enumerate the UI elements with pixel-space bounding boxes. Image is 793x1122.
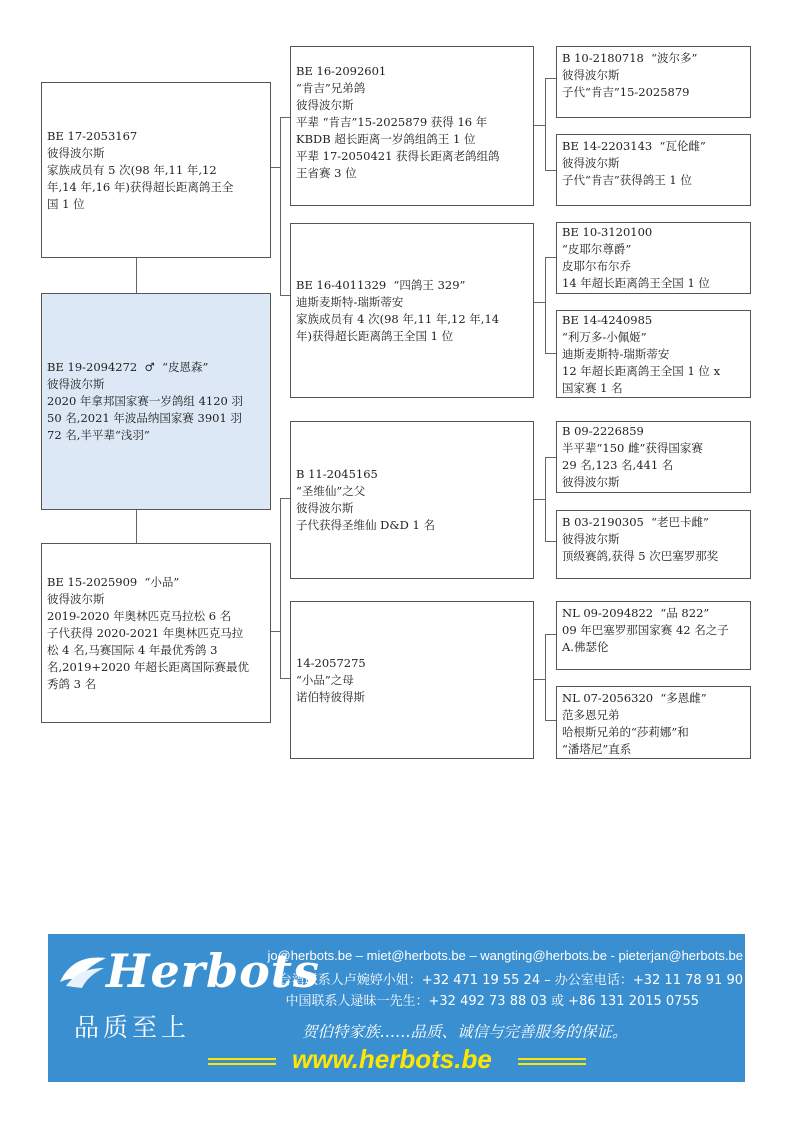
pedigree-box-sdd [556,310,751,398]
pedigree-box-sds [556,222,751,294]
herbots-logo: Herbots [106,944,320,998]
connector-line [533,302,545,303]
pedigree-line: 14 年超长距离鸽王全国 1 位 [562,276,710,290]
pedigree-line: “肯吉”兄弟鸽 [296,81,366,95]
pedigree-box-ssd [556,134,751,206]
divider [518,1058,586,1060]
pedigree-line: 50 名,2021 年波品纳国家赛 3901 羽 [47,411,242,425]
pedigree-line: 彼得波尔斯 [296,98,354,112]
pedigree-box-dam-dam [290,601,534,759]
pedigree-line: 子代获得 2020-2021 年奥林匹克马拉 [47,625,244,640]
connector-line [545,353,556,354]
pedigree-line: 彼得波尔斯 [47,145,105,160]
pedigree-line: BE 14-2203143 “瓦伦雌” [562,139,706,153]
pedigree-box-sire-dam [290,223,534,398]
pedigree-line: “潘塔尼”直系 [562,742,632,756]
pedigree-line: 半平辈“150 雌”获得国家赛 [562,441,703,455]
pedigree-line: 迪斯麦斯特-瑞斯蒂安 [296,294,404,309]
connector-line [545,78,556,79]
connector-line [270,631,280,632]
pedigree-line: 年,14 年,16 年)获得超长距离鸽王全 [47,179,234,194]
pedigree-line: 子代“肯吉”15-2025879 [562,85,690,99]
taiwan-contact: 台湾联系人卢婉婷小姐：+32 471 19 55 24 – 办公室电话：+32 11 78 91 90 [278,973,743,988]
divider [208,1063,276,1065]
connector-line [545,257,546,353]
pedigree-line: 范多恩兄弟 [562,708,620,722]
connector-line [270,167,280,168]
connector-line [545,170,556,171]
connector-line [545,541,556,542]
pedigree-line: “利万多-小佩姬” [562,330,647,344]
pedigree-line: 09 年巴塞罗那国家赛 42 名之子 [562,623,729,637]
connector-line [545,634,546,720]
connector-line [545,457,546,541]
pedigree-box-dam-sire [290,421,534,579]
pedigree-line: 迪斯麦斯特-瑞斯蒂安 [562,347,670,361]
pedigree-line: BE 10-3120100 [562,225,653,239]
pedigree-line: 12 年超长距离鸽王全国 1 位 x [562,364,721,378]
pedigree-line: NL 07-2056320 “多恩雌” [562,691,707,705]
website-link[interactable]: www.herbots.be [292,1044,492,1074]
pedigree-line: B 10-2180718 “波尔多” [562,51,698,65]
pedigree-box-ddd [556,686,751,759]
pedigree-line: 国 1 位 [47,196,85,211]
connector-line [280,117,281,295]
pedigree-line: BE 16-4011329 “四鸽王 329” [296,277,466,292]
slogan: 品质至上 [74,1013,191,1042]
pedigree-line: 皮耶尔布尔乔 [562,259,631,273]
connector-line [136,509,137,544]
pedigree-line: 2020 年拿邦国家赛一岁鸽组 4120 羽 [47,394,243,408]
pedigree-line: 平辈 17-2050421 获得长距离老鸽组鸽 [296,149,500,163]
pedigree-line: “圣维仙”之父 [296,484,366,498]
pedigree-line: 家族成员有 5 次(98 年,11 年,12 [47,162,217,177]
pedigree-line: “小品”之母 [296,672,354,687]
connector-line [545,78,546,170]
pedigree-line: 彼得波尔斯 [296,501,354,515]
pedigree-box-sss [556,46,751,118]
pedigree-line: KBDB 超长距离一岁鸽组鸽王 1 位 [296,132,476,146]
pedigree-line: 秀鸽 3 名 [47,676,97,691]
pedigree-line: 72 名,半平辈“浅羽” [47,428,150,442]
pedigree-line: BE 17-2053167 [47,128,138,143]
footer-banner [48,934,745,1082]
pedigree-line: 彼得波尔斯 [562,475,620,489]
pedigree-box-subject [41,293,271,510]
pedigree-line: 子代“肯吉”获得鸽王 1 位 [562,173,692,187]
pedigree-line: A.佛瑟伦 [562,640,609,654]
pedigree-line: 彼得波尔斯 [562,68,620,82]
pedigree-box-dds [556,601,751,670]
pedigree-line: 诺伯特彼得斯 [296,689,365,704]
connector-line [533,499,545,500]
connector-line [533,679,545,680]
pedigree-line: 王省赛 3 位 [296,166,357,180]
divider [518,1063,586,1065]
connector-line [545,634,556,635]
pedigree-line: 年)获得超长距离鸽王全国 1 位 [296,328,454,343]
pedigree-line: 子代获得圣维仙 D&D 1 名 [296,518,435,532]
connector-line [545,457,556,458]
contact-emails[interactable]: jo@herbots.be – miet@herbots.be – wangting@herbots.be - pieterjan@herbots.be [267,948,743,963]
pedigree-line: 彼得波尔斯 [47,591,105,606]
pedigree-line: NL 09-2094822 “品 822” [562,606,710,620]
pedigree-box-dam [41,543,271,723]
pedigree-line: 彼得波尔斯 [562,156,620,170]
pedigree-line: 松 4 名,马赛国际 4 年最优秀鸽 3 [47,642,218,657]
pedigree-line: 彼得波尔斯 [562,532,620,546]
pedigree-line: “皮耶尔尊爵” [562,242,632,256]
pedigree-line: 哈根斯兄弟的“莎莉娜”和 [562,725,689,739]
pedigree-line: BE 16-2092601 [296,64,387,78]
pedigree-box-dsd [556,510,751,579]
pedigree-line: B 03-2190305 “老巴卡雌” [562,515,709,529]
pedigree-line: 29 名,123 名,441 名 [562,458,674,472]
connector-line [545,720,556,721]
pedigree-line: 14-2057275 [296,655,366,670]
pedigree-line: 家族成员有 4 次(98 年,11 年,12 年,14 [296,311,500,326]
pedigree-line: BE 14-4240985 [562,313,653,327]
connector-line [533,125,545,126]
pedigree-line: B 11-2045165 [296,467,378,481]
connector-line [136,257,137,293]
pedigree-line: BE 15-2025909 “小品” [47,574,180,589]
pedigree-line: BE 19-2094272 ♂ “皮恩森” [47,360,209,374]
divider [208,1058,276,1060]
china-contact: 中国联系人逯昧一先生：+32 492 73 88 03 或 +86 131 2015 0755 [285,994,699,1009]
pigeon-wing-icon [58,952,108,992]
pedigree-box-dss [556,421,751,493]
connector-line [545,257,556,258]
guarantee-text: 贺伯特家族……品质、诚信与完善服务的保证。 [302,1023,628,1041]
pedigree-box-sire [41,82,271,258]
pedigree-box-sire-sire [290,46,534,206]
pedigree-line: 国家赛 1 名 [562,381,623,395]
pedigree-line: 平辈 “肯吉”15-2025879 获得 16 年 [296,115,488,129]
pedigree-line: 顶级赛鸽,获得 5 次巴塞罗那奖 [562,549,719,563]
pedigree-line: 名,2019+2020 年超长距离国际赛最优 [47,659,249,674]
pedigree-line: B 09-2226859 [562,424,644,438]
connector-line [280,498,281,678]
pedigree-line: 彼得波尔斯 [47,377,105,391]
pedigree-line: 2019-2020 年奥林匹克马拉松 6 名 [47,608,232,623]
